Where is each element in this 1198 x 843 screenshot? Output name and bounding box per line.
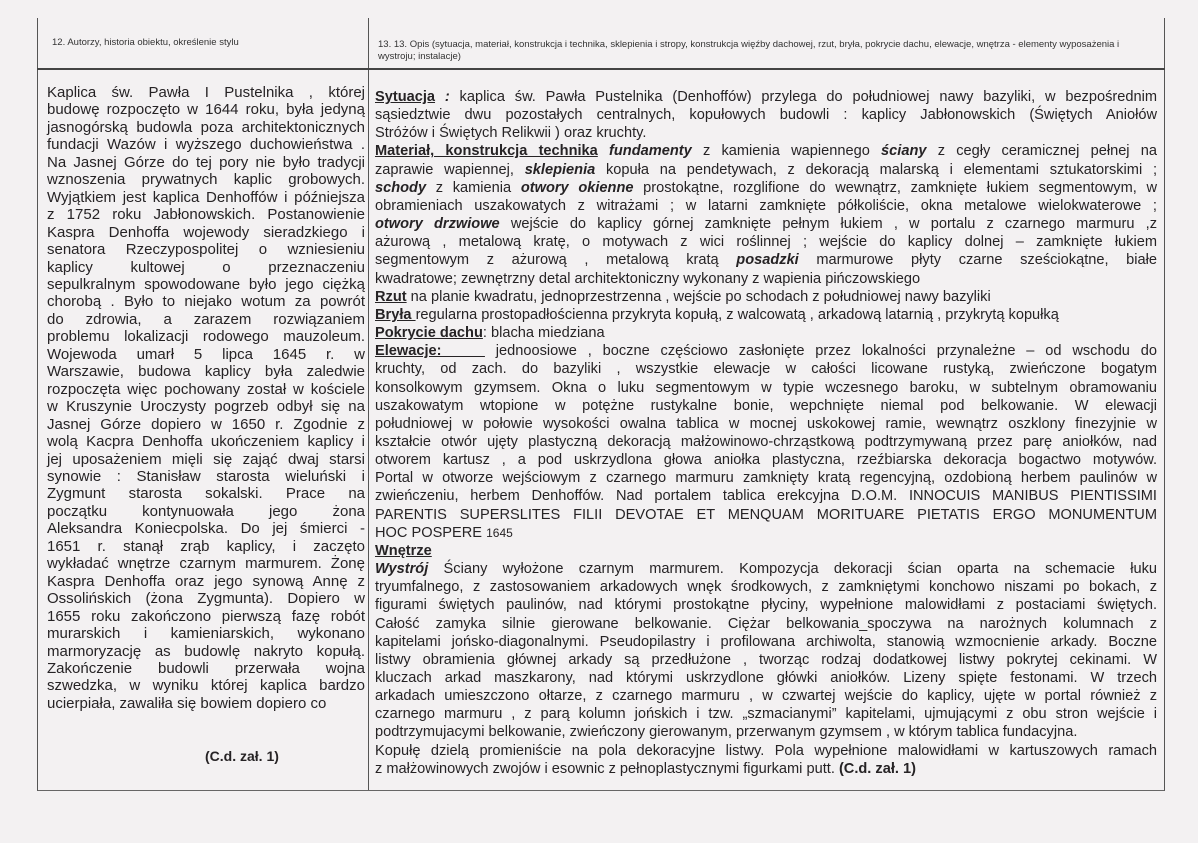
text-line: Wojewoda umarł 5 lipca 1645 r. w [47,345,365,363]
section-heading: Materiał, konstrukcja technika [375,143,598,160]
text-line [375,197,1157,215]
text-line: Jasnej Górze dopiero w 1650 r. Zgodnie z [47,415,365,433]
text-line: budowę rozpoczęto w 1644 roku, była jedyną [47,101,365,119]
text-segment: Ściany wyłożone czarnym marmurem. Kompozycja dekoracji ścian oparta na schemacie łuku [428,561,1157,578]
text-segment: Całość zamyka silnie gierowane belkowanie. Ciężar belkowania_spoczywa na narożnych kolumnach z [375,615,1157,632]
continuation-note-left: (C.d. zał. 1) [205,748,279,764]
text-line [375,397,1157,415]
text-line: szwedzka, w wyniku której kaplica bardzo [47,677,365,695]
text-line: rozpoczęta więc pochowany został w kościele [47,380,365,398]
text-line: problemu lokalizacji rodowego mauzoleum. [47,328,365,346]
text-line: fundacji Wazów i wyższego duchowieństwa . [47,136,365,154]
text-line [375,124,1157,142]
text-segment: obramieniach uszakowatych z witrażami ; w latarni zamknięte półkoliście, okna metalowe wielokwaterowe ; [375,197,1157,214]
emphasized-term: fundamenty [609,143,692,160]
text-line: Na Jasnej Górze do tej pory nie było tradycji [47,153,365,171]
text-segment: sąsiedztwie dwu pozostałych centralnych, kopułowych budowli : kaplicy Jabłonowskich (Świętych Aniołów [375,107,1157,124]
text-line [375,542,1157,560]
section-heading: Pokrycie dachu [375,325,483,342]
text-line: chorobą . Było to niejako wotum za powrót [47,293,365,311]
text-line: w Kruszynie Uroczysty pogrzeb odbył się na [47,398,365,416]
text-line [375,415,1157,433]
description-text-column [375,88,1157,778]
text-line: początku kontynuowała jego żona [47,502,365,520]
text-segment: zaprawie wapiennej, [375,161,525,178]
text-line [375,742,1157,760]
emphasized-term: ściany [881,143,927,160]
text-line: ucierpiała, zawaliła się bowiem dopiero co [47,694,327,712]
text-segment: Stróżów i Świętych Relikwii ) oraz kruchty. [375,125,647,142]
text-line: Wyjątkiem jest kaplica Denhoffów i późniejsza [47,188,365,206]
text-line [375,342,1157,360]
text-line [375,270,1157,288]
section-heading: Wnętrze [375,542,432,559]
text-segment: Kopułę dzielą promieniście na pola dekoracyjne listwy. Pola wypełnione malowidłami w kartuszowych ramach [375,742,1157,759]
text-line: 1655 roku zakończono pierwszą fazę robót [47,607,365,625]
text-line: do zdrowia, a zarazem rozwiązaniem [47,310,365,328]
text-line [375,578,1157,596]
text-line [375,723,1157,741]
text-segment: z kamienia [426,179,521,196]
emphasized-term: posadzki [736,252,799,269]
emphasized-term: otwory okienne [520,179,634,196]
text-line: Kaspra Denhoffa oraz jego synową Annę z [47,572,365,590]
text-segment: wejście do kaplicy górnej zamknięte pełnym łukiem , w portalu z czarnego marmuru ,z [499,216,1157,233]
text-segment: ażurową , metalową kratę, o motywach z wici roślinnej ; wejście do kaplicy dolnej – zamknięte łukiem [375,234,1157,251]
text-line: Warszawie, budowa kaplicy była zaledwie [47,363,365,381]
text-segment: marmurowe płyty czarne sześciokątne, białe [798,252,1158,269]
text-line: wykładać wnętrze czarnym marmurem. Żonę [47,555,365,573]
text-segment: : blacha miedziana [482,325,605,342]
text-line [375,379,1157,397]
text-segment: tryumfalnego, z zastosowaniem arkadowych wnęk środkowych, z zamkniętymi konchowo niszami po bokach, z [375,579,1157,596]
text-line: Ossolińskich (żona Zygmunta). Dopiero w [47,590,365,608]
text-segment: figurami świętych paulinów, nad którymi prostokątne płyciny, wypełnione malowidłami z postaciami świętych. [375,597,1157,614]
text-line [375,360,1157,378]
emphasized-term: (C.d. zał. 1) [838,760,916,777]
text-segment: uszakowatym wtopione w potężne rustykalne bonie, wepchnięte niemal pod belkowanie. W elewacji [375,397,1157,414]
text-segment: HOC POSPERE [375,524,487,541]
history-text-column [47,84,365,712]
text-segment: kwadratowe; zewnętrzny detal architektoniczny wykonany z wapienia pińczowskiego [375,270,921,287]
text-line [375,179,1157,197]
text-line [375,524,1157,542]
emphasized-term: otwory drzwiowe [375,216,500,233]
text-segment: segmentowym z ażurową , metalową kratą [375,252,737,269]
section-13-header: 13. 13. Opis (sytuacja, materiał, konstrukcja i technika, sklepienia i stropy, konstrukcja więźby dachowej, rzut, bryła, pokrycie dachu, elewacje, wnętrza - elementy wyposażenia i wystroju; instalacje) [378,39,1120,62]
text-line [375,687,1157,705]
text-segment: południowej w połowie wysokości owalna tablica w mocnej uskokowej ramie, wewnątrz oszklony finezyjnie w [375,415,1157,432]
text-segment: kluczach arkad maszkarony, nad którymi uskrzydlone główki aniołków. Lizeny spięte festonami. W trzech [375,670,1157,686]
text-line: Zakończenie budowli przerwała wojna [47,659,365,677]
text-segment: listwy obramienia głównej arkady są przedłużone , tworząc rodzaj dodatkowej listwy pokrytej cekinami. W [375,651,1157,668]
text-line: Kaplica św. Pawła I Pustelnika , której [47,84,365,101]
text-line: synowie : Stanisław starosta wieluński i [47,467,365,485]
text-line [375,88,1157,106]
section-heading: Rzut [375,288,407,305]
text-line: wznoszenia prywatnych kaplic grobowych. [47,171,365,189]
text-line: sepulkralnym spowodowane było jego ciężką [47,275,365,293]
text-line [375,560,1157,578]
text-line [375,215,1157,233]
section-heading: Elewacje: [375,343,485,360]
text-line [375,451,1157,469]
text-line: 1651 r. stanął zrąb kaplicy, i zaczęto [47,537,365,555]
text-segment: kruchty, od zach. do bazyliki , wszystkie elewacje w całości licowane rustyką, zwieńczone bogatym [375,361,1157,378]
emphasized-term: sklepienia [524,161,596,178]
text-line: Zygmunt starosta sokalski. Prace na [47,485,365,503]
text-line [375,106,1157,124]
emphasized-term: : [435,89,450,105]
text-line [375,760,1157,778]
section-heading: Bryła [375,306,416,323]
header-divider [37,68,1165,70]
text-segment: kopuła na pendetywach, z dekoracją malarską i elementami sztukatorskimi ; [595,161,1157,178]
text-segment: Portal w otworze wejściowym z czarnego marmuru zamknięty kratą regencyjną, ozdobioną herbem paulinów w [375,470,1157,487]
text-line: wolą Kacpra Denhoffa ukończeniem kaplicy i [47,433,365,451]
emphasized-term: Wystrój [375,561,429,578]
emphasized-term: 1645 [486,525,513,540]
text-segment: z małżowinowych zwojów i esownic z pełnoplastycznymi figurkami putt. [375,760,839,777]
text-line [375,142,1157,160]
text-line [375,433,1157,451]
section-heading: Sytuacja [375,89,436,105]
text-line [375,506,1157,524]
text-line: jasnogórską budowla poza architektonicznych [47,118,365,136]
text-line [375,469,1157,487]
text-line: kaplicy kultowej o przeznaczeniu [47,258,365,276]
text-line [375,487,1157,505]
text-segment: z kamienia wapiennego [691,143,882,160]
text-segment: podtrzymujacymi belkowanie, zwieńczony gierowanym, przerwanym gzymsem , w którym tablica fundacyjna. [375,724,1078,741]
text-segment: konsolkowym gzymsem. Okna o luku segmentowym w typie wczesnego baroku, w subtelnym obramowaniu [375,379,1157,396]
text-line [375,633,1157,651]
text-line [375,596,1157,614]
text-line [375,651,1157,669]
text-segment: otworem kartusz , a pod uskrzydlona głowa aniołka plastyczna, rzeźbiarska dekoracja bogactwo motywów. [375,452,1157,469]
text-segment: PARENTIS SUPERSLITES FILII DEVOTAE ET MENQUAM MORITUARE PIETATIS ERGO MONUMENTUM [375,506,1157,523]
text-segment: kapitelami jońsko-diagonalnymi. Pseudopilastry i profilowana archiwolta, stanowią wzmocnienie arkady. Boczne [375,633,1157,650]
text-segment: na planie kwadratu, jednoprzestrzenna , wejście po schodach z południowej nawy bazyliki [406,288,991,305]
emphasized-term: schody [375,179,427,196]
text-segment: regularna prostopadłościenna przykryta kopułą, z walcowatą , arkadową latarnią , przykrytą kopułką [415,306,1059,323]
text-line: Kaspra Denhoffa wojewody sieradzkiego i [47,223,365,241]
text-segment: jednoosiowe , boczne częściowo zasłonięte przez lokalności przynależne – od wschodu do [484,343,1158,360]
text-line [375,306,1157,324]
section-12-header: 12. Autorzy, historia obiektu, określenie stylu [52,37,239,48]
text-segment: prostokątne, rozglifione do wewnątrz, zamknięte łukiem segmentowym, w [633,179,1157,196]
text-segment: czarnego marmuru , z parą kolumn jońskich i tzw. „szmacianymi” kapitelami, ujmującymi z obu stron wejście i [375,706,1157,723]
text-line: Aleksandra Koniecpolska. Do jej śmierci - [47,520,365,538]
text-line: jej uposażeniem mięli się zająć dwaj starsi [47,450,365,468]
text-segment: kaplica św. Pawła Pustelnika (Denhoffów) przylega do południowej nawy bazyliki, w bezpośrednim [449,89,1157,105]
text-line: marmoryzację as budowlę nakryto kopułą. [47,642,365,660]
text-line [375,324,1157,342]
text-line [375,669,1157,687]
text-line: murarskich i kamieniarskich, wykonano [47,625,365,643]
text-line [375,705,1157,723]
text-segment: arkadach umieszczono ołtarze, z czarnego marmuru , w czwartej wejście do kaplicy, ujęte w portal również z [375,688,1157,705]
text-line [375,251,1157,269]
text-segment: kształcie otwór ujęty plastyczną dekoracją małżowinowo-chrząstkową podtrzymywaną przez parę aniołków, nad [375,433,1157,450]
text-segment: zwieńczeniu, herbem Denhoffów. Nad portalem tablica erekcyjna D.O.M. INNOCUIS MANIBUS PIENTISSIMI [375,488,1157,505]
text-line: senatora Rzeczypospolitej o wzniesieniu [47,241,365,259]
text-line [375,615,1157,633]
text-segment: z cegły ceramicznej pełnej na [926,143,1158,160]
text-line [375,161,1157,179]
text-segment [598,143,609,159]
text-line [375,288,1157,306]
text-line: z 1752 roku Jabłonowskich. Postanowienie [47,206,365,224]
text-line [375,233,1157,251]
column-divider [368,18,369,790]
